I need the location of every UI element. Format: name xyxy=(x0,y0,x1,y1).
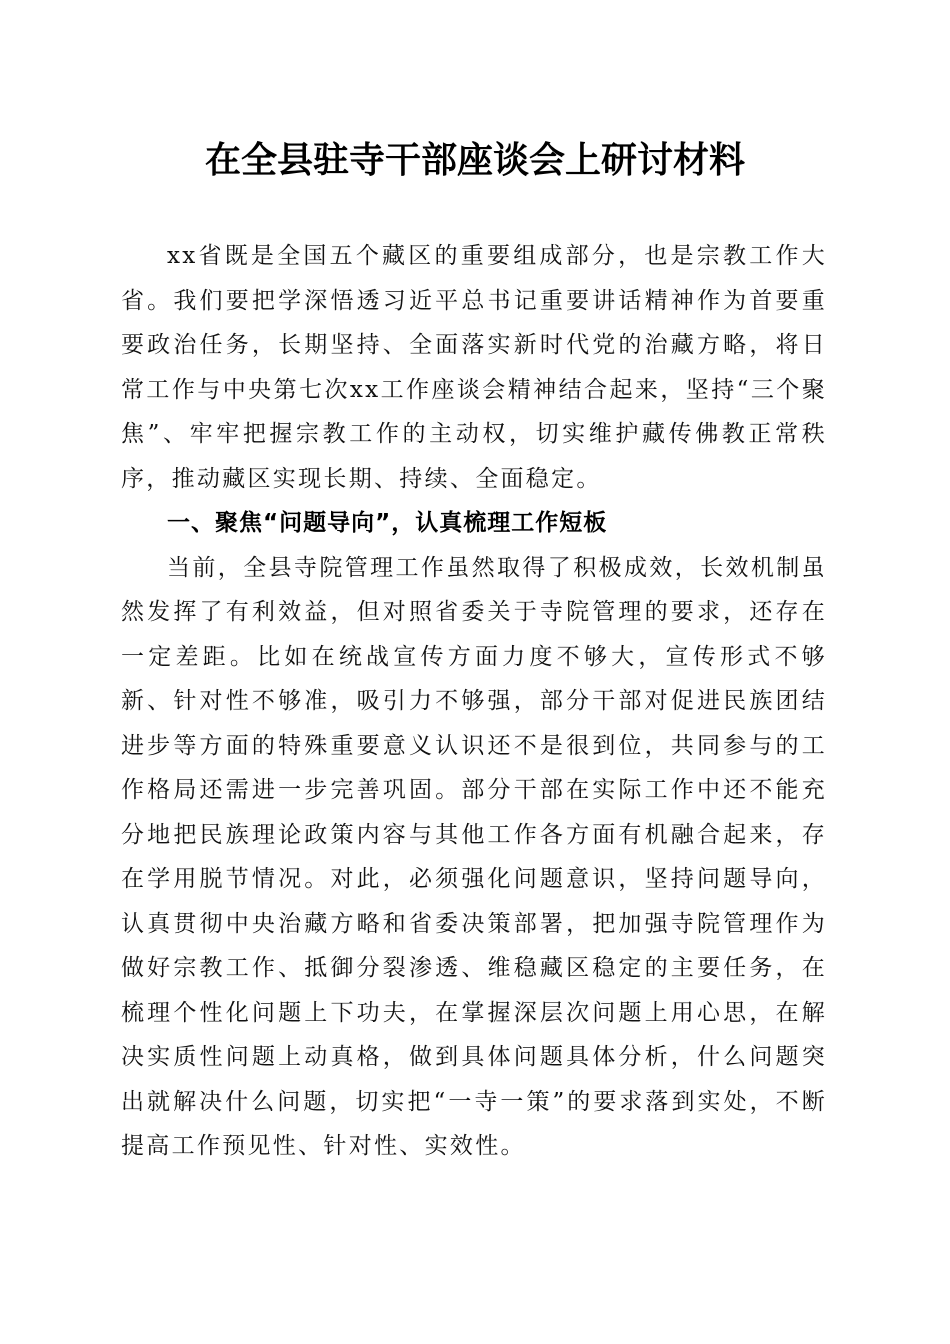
section-1-paragraph: 当前，全县寺院管理工作虽然取得了积极成效，长效机制虽然发挥了有利效益，但对照省委关于寺院管理的要求，还存在一定差距。比如在统战宣传方面力度不够大，宣传形式不够新、针对性不够准，吸引力不够强，部分干部对促进民族团结进步等方面的特殊重要意义认识还不是很到位，共同参与的工作格局还需进一步完善巩固。部分干部在实际工作中还不能充分地把民族理论政策内容与其他工作各方面有机融合起来，存在学用脱节情况。对此，必须强化问题意识，坚持问题导向，认真贯彻中央治藏方略和省委决策部署，把加强寺院管理作为做好宗教工作、抵御分裂渗透、维稳藏区稳定的主要任务，在梳理个性化问题上下功夫，在掌握深层次问题上用心思，在解决实质性问题上动真格，做到具体问题具体分析，什么问题突出就解决什么问题，切实把“一寺一策”的要求落到实处，不断提高工作预见性、针对性、实效性。 xyxy=(121,554,827,1159)
section-heading-1: 一、聚焦“问题导向”，认真梳理工作短板 xyxy=(167,510,608,536)
intro-paragraph: xx省既是全国五个藏区的重要组成部分，也是宗教工作大省。我们要把学深悟透习近平总书记重要讲话精神作为首要重要政治任务，长期坚持、全面落实新时代党的治藏方略，将日常工作与中央第七次xx工作座谈会精神结合起来，坚持“三个聚焦”、牢牢把握宗教工作的主动权，切实维护藏传佛教正常秩序，推动藏区实现长期、持续、全面稳定。 xyxy=(121,243,827,492)
document-title: 在全县驻寺干部座谈会上研讨材料 xyxy=(204,139,745,181)
document-body xyxy=(121,234,827,1169)
